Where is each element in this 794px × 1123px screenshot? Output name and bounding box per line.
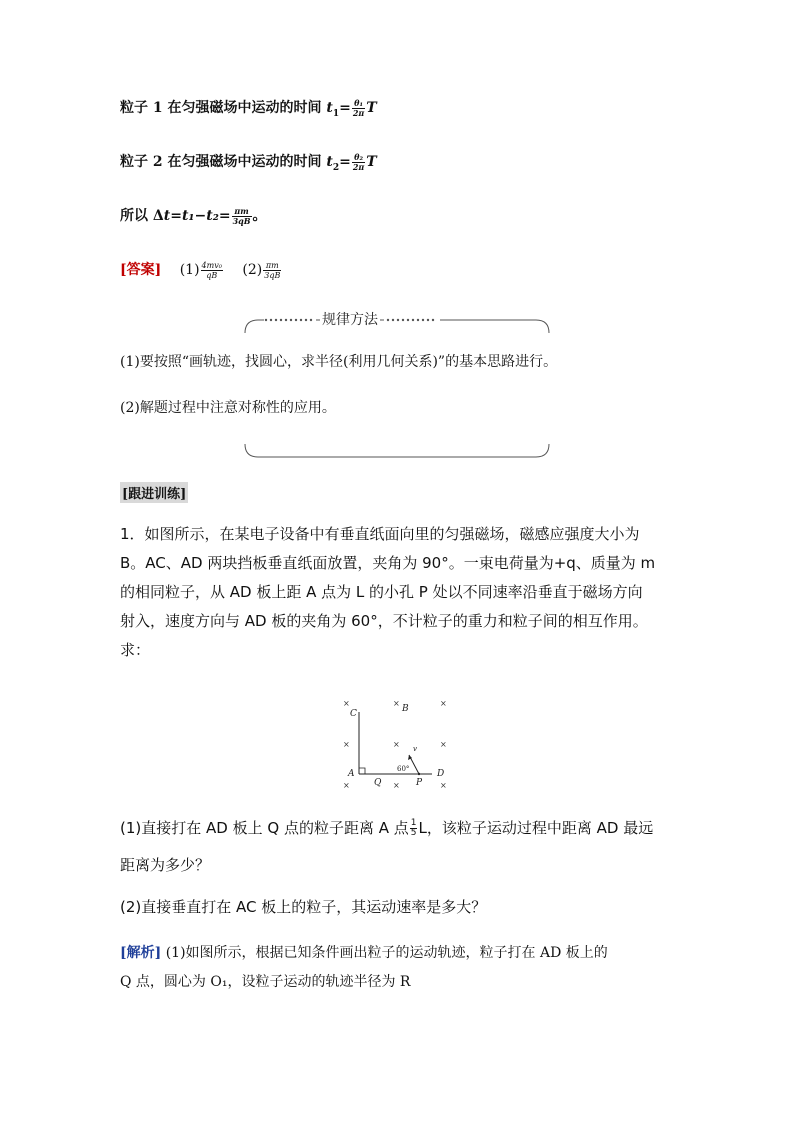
answer-part1-den: qB xyxy=(206,270,218,280)
label-b: B xyxy=(402,704,409,714)
right-angle-mark xyxy=(359,768,365,774)
answer-part1-label: (1) xyxy=(179,262,200,278)
field-cross: × xyxy=(343,781,350,790)
field-cross: × xyxy=(343,699,350,708)
t1-eq: = xyxy=(339,100,351,116)
dt-prefix: 所以 Δ xyxy=(120,208,164,224)
t2-sub: 2 xyxy=(332,162,340,173)
label-a: A xyxy=(348,769,355,779)
answer-part1-num: 4mv₀ xyxy=(201,260,222,270)
label-angle: 60° xyxy=(397,765,410,773)
dt-num: πm xyxy=(232,207,252,217)
q1-line-3: 的相同粒子，从 AD 板上距 A 点为 L 的小孔 P 处以不同速率沿垂直于磁场方向 xyxy=(120,583,643,601)
field-cross: × xyxy=(343,740,350,749)
label-p: P xyxy=(416,778,423,788)
sub1-fraction xyxy=(410,819,418,838)
label-c: C xyxy=(350,709,357,719)
t2-line xyxy=(120,152,377,178)
delta-t-line xyxy=(120,206,267,226)
t2-den: 2π xyxy=(352,161,365,172)
q1-line-2: B。AC、AD 两块挡板垂直纸面放置，夹角为 90°。一束电荷量为+q、质量为 m xyxy=(120,554,656,572)
dt-den: 3qB xyxy=(232,215,251,226)
label-v: v xyxy=(413,745,417,753)
answer-part1-fraction xyxy=(201,261,223,280)
field-cross: × xyxy=(440,740,447,749)
sub1-line-1 xyxy=(120,814,680,843)
t1-fraction xyxy=(352,99,365,118)
answer-part2-den: 3qB xyxy=(264,270,281,280)
t2-fraction xyxy=(352,153,365,172)
method-box-bottom-border xyxy=(244,443,550,459)
field-cross: × xyxy=(393,781,400,790)
label-q: Q xyxy=(374,778,382,788)
t1-var: t xyxy=(326,100,333,116)
method-item-2: (2)解题过程中注意对称性的应用。 xyxy=(120,400,336,416)
analysis-tag: [解析] xyxy=(120,945,162,961)
field-cross: × xyxy=(393,740,400,749)
sub-question-2: (2)直接垂直打在 AC 板上的粒子，其运动速率是多大？ xyxy=(120,898,487,916)
question-1 xyxy=(120,520,680,665)
label-d: D xyxy=(437,769,445,779)
dt-expr: t=t₁−t₂= xyxy=(163,208,231,224)
q1-line-1: 1．如图所示，在某电子设备中有垂直纸面向里的匀强磁场，磁感应强度大小为 xyxy=(120,525,640,543)
method-box-top-border xyxy=(244,318,550,334)
dt-fraction xyxy=(232,207,252,226)
field-cross: × xyxy=(440,699,447,708)
analysis-text-1: (1)如图所示，根据已知条件画出粒子的运动轨迹，粒子打在 AD 板上的 xyxy=(161,945,608,961)
hole-p xyxy=(418,773,420,775)
sub1-line-1-b: L，该粒子运动过程中距离 AD 最远 xyxy=(418,819,654,837)
q1-line-4: 射入，速度方向与 AD 板的夹角为 60°，不计粒子的重力和粒子间的相互作用。 xyxy=(120,612,648,630)
answer-line xyxy=(120,260,282,280)
t2-T: T xyxy=(366,154,377,170)
sub-question-1 xyxy=(120,814,680,880)
sub1-frac-den: 5 xyxy=(410,828,417,838)
analysis-line-1 xyxy=(120,943,608,963)
sub1-line-2: 距离为多少？ xyxy=(120,856,211,874)
t2-var: t xyxy=(326,154,333,170)
t1-num: θ₁ xyxy=(352,99,365,109)
method-item-1: (1)要按照“画轨迹，找圆心，求半径(利用几何关系)”的基本思路进行。 xyxy=(120,354,558,370)
answer-part2-num: πm xyxy=(263,261,281,271)
magnetic-field-figure xyxy=(330,694,460,794)
sub1-line-1-a: (1)直接打在 AD 板上 Q 点的粒子距离 A 点 xyxy=(120,819,409,837)
answer-tag: [答案] xyxy=(120,262,162,278)
sub1-frac-num: 1 xyxy=(410,818,417,828)
t2-eq: = xyxy=(339,154,351,170)
t2-prefix: 粒子 2 在匀强磁场中运动的时间 xyxy=(120,154,327,170)
field-cross: × xyxy=(440,781,447,790)
method-box-title: 规律方法 xyxy=(320,309,380,329)
t1-den: 2π xyxy=(352,107,365,118)
training-tag: [跟进训练] xyxy=(120,482,188,503)
answer-part2-fraction xyxy=(263,261,281,280)
dt-end: 。 xyxy=(252,208,267,224)
t1-line xyxy=(120,98,377,124)
t2-num: θ₂ xyxy=(352,153,365,163)
answer-part2-label: (2) xyxy=(242,262,263,278)
field-cross: × xyxy=(393,699,400,708)
t1-sub: 1 xyxy=(332,108,340,119)
t1-prefix: 粒子 1 在匀强磁场中运动的时间 xyxy=(120,100,327,116)
t1-T: T xyxy=(366,100,377,116)
q1-line-5: 求： xyxy=(120,641,151,659)
analysis-line-2: Q 点，圆心为 O₁，设粒子运动的轨迹半径为 R xyxy=(120,974,411,990)
